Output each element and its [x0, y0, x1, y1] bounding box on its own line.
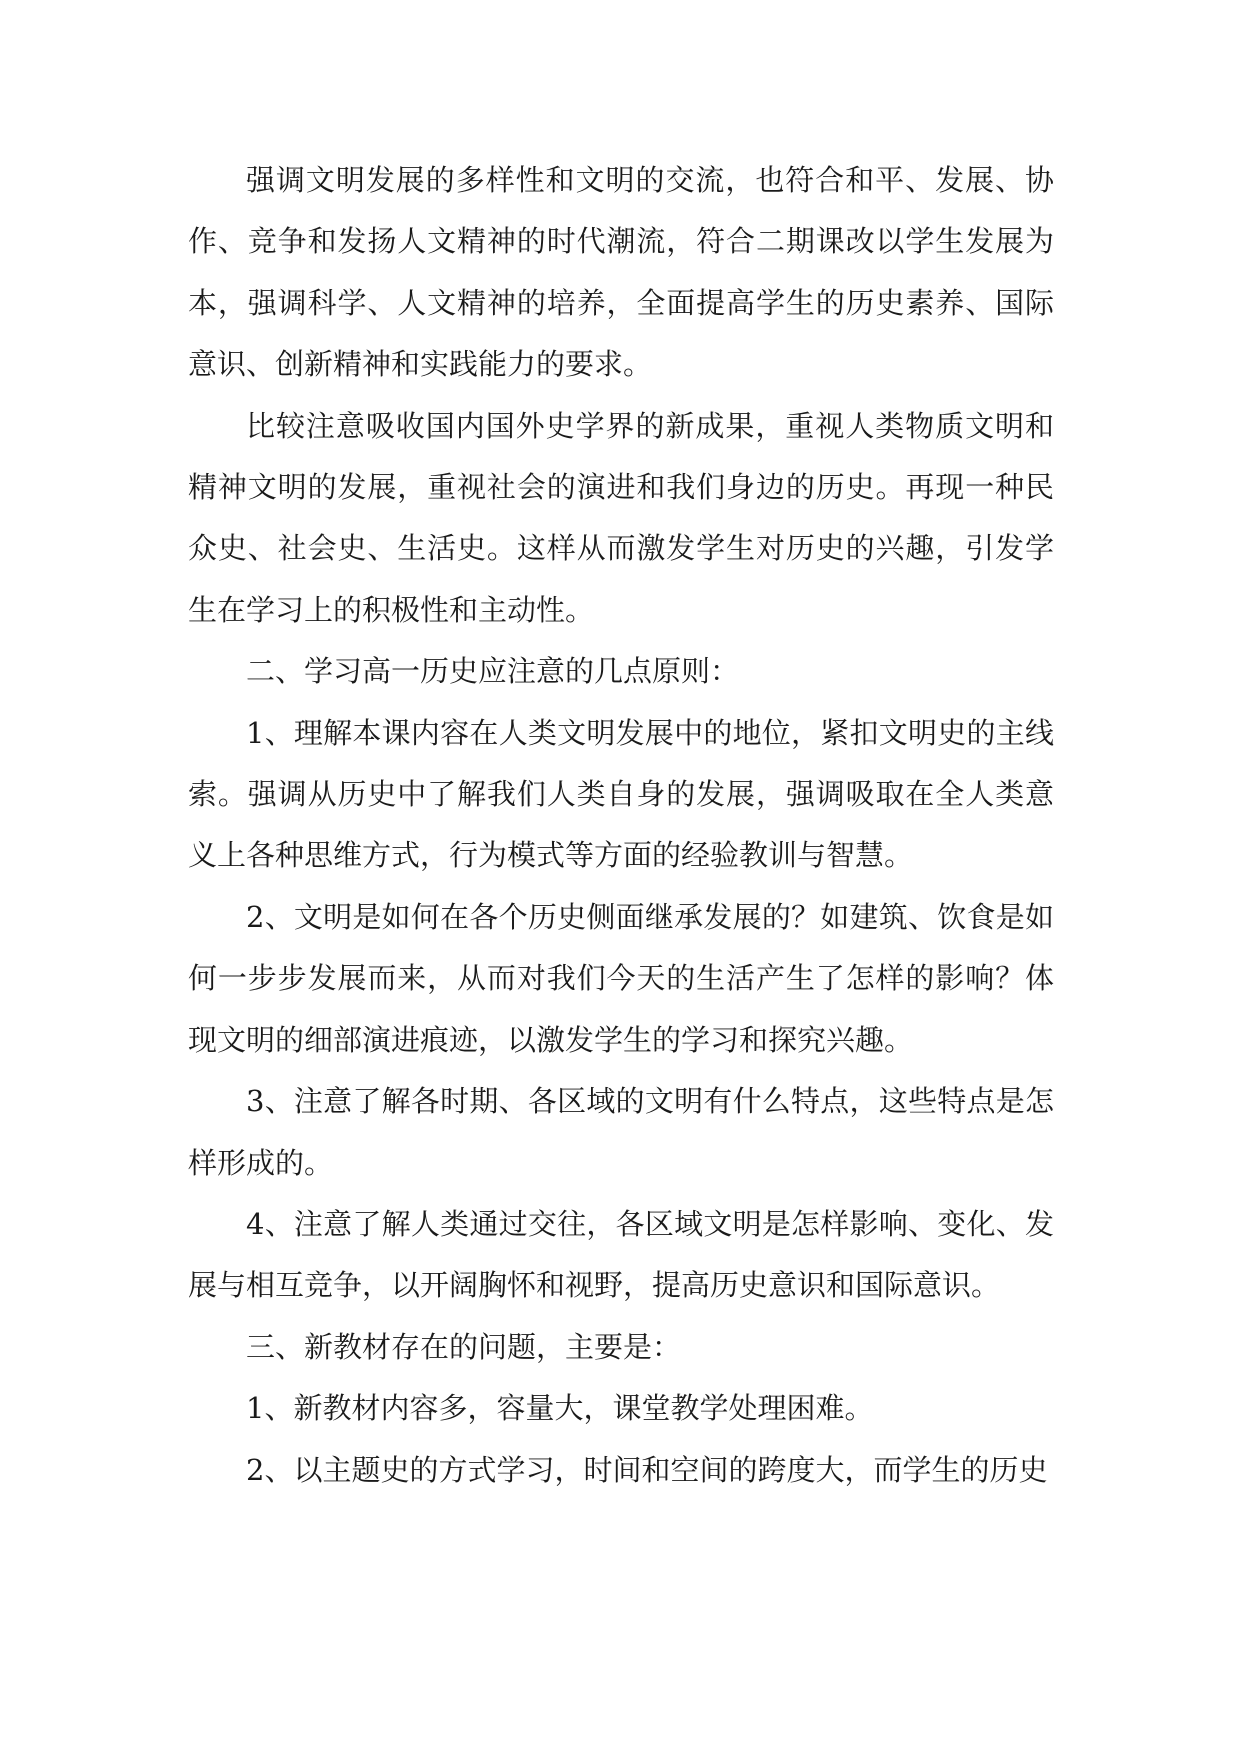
list-item-problem-2: 2、以主题史的方式学习，时间和空间的跨度大，而学生的历史 — [246, 1452, 1048, 1487]
list-item-principle-4: 4、注意了解人类通过交往，各区域文明是怎样影响、变化、发展与相互竞争，以开阔胸怀和视野，提高历史意识和国际意识。 — [188, 1206, 1054, 1303]
list-item-problem-1: 1、新教材内容多，容量大，课堂教学处理困难。 — [246, 1391, 874, 1426]
heading-learning-principles: 二、学习高一历史应注意的几点原则： — [246, 654, 740, 689]
list-item-principle-2: 2、文明是如何在各个历史侧面继承发展的？如建筑、饮食是如何一步步发展而来，从而对我们今天的生活产生了怎样的影响？体现文明的细部演进痕迹，以激发学生的学习和探究兴趣。 — [188, 899, 1054, 1057]
list-item-principle-1: 1、理解本课内容在人类文明发展中的地位，紧扣文明史的主线索。强调从历史中了解我们人类自身的发展，强调吸取在全人类意义上各种思维方式，行为模式等方面的经验教训与智慧。 — [188, 715, 1054, 873]
heading-textbook-problems: 三、新教材存在的问题，主要是： — [246, 1329, 682, 1364]
paragraph-civilization-diversity: 强调文明发展的多样性和文明的交流，也符合和平、发展、协作、竞争和发扬人文精神的时代潮流，符合二期课改以学生发展为本，强调科学、人文精神的培养，全面提高学生的历史素养、国际意识、创新精神和实践能力的要求。 — [188, 163, 1054, 382]
list-item-principle-3: 3、注意了解各时期、各区域的文明有什么特点，这些特点是怎样形成的。 — [188, 1084, 1054, 1180]
paragraph-research-results: 比较注意吸收国内国外史学界的新成果，重视人类物质文明和精神文明的发展，重视社会的演进和我们身边的历史。再现一种民众史、社会史、生活史。这样从而激发学生对历史的兴趣，引发学生在学习上的积极性和主动性。 — [188, 408, 1054, 627]
document-body — [188, 150, 1054, 1501]
